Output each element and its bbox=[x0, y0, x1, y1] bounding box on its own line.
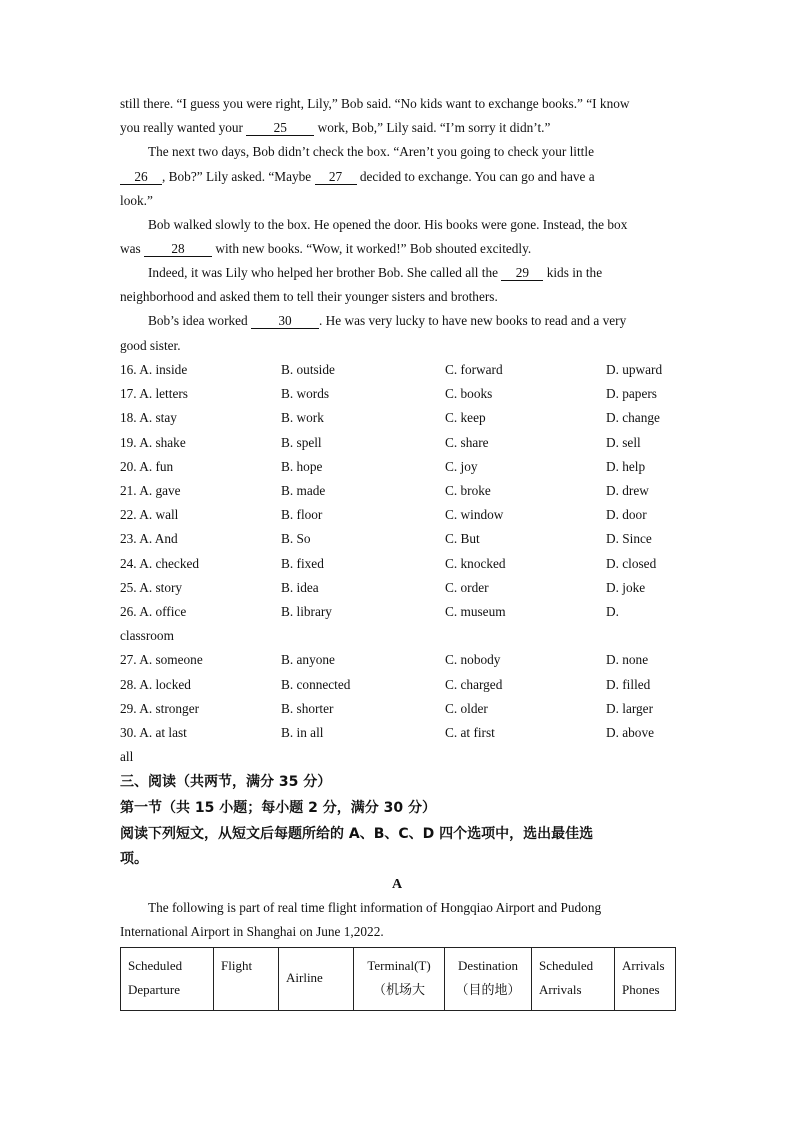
table-header-row bbox=[121, 948, 676, 1011]
option-a: 18. A. stay bbox=[120, 410, 177, 426]
option-a: 26. A. office bbox=[120, 604, 187, 619]
option-row bbox=[120, 435, 680, 451]
option-d: D. drew bbox=[606, 483, 649, 498]
option-d: D. upward bbox=[606, 362, 663, 377]
header-cell-terminal: Terminal(T) （机场大 bbox=[354, 948, 445, 1011]
option-a: 27. A. someone bbox=[120, 652, 203, 668]
header-cell-scheduled-departure: Scheduled Departure bbox=[121, 948, 214, 1011]
option-row bbox=[120, 556, 680, 572]
blank-25: 25 bbox=[246, 121, 314, 136]
option-row bbox=[120, 531, 680, 547]
text: Indeed, it was Lily who helped her brother Bob. She called all the bbox=[148, 265, 502, 280]
option-b: B. connected bbox=[281, 676, 351, 692]
option-row bbox=[120, 677, 680, 693]
passage-line: The next two days, Bob didn’t check the box. “Aren’t you going to check your little bbox=[148, 144, 594, 159]
option-row bbox=[120, 652, 680, 668]
text: decided to exchange. You can go and have a bbox=[356, 169, 595, 184]
text: work, Bob,” Lily said. “I’m sorry it didn’t.” bbox=[314, 120, 551, 135]
passage-line bbox=[120, 241, 531, 257]
option-c: C. order bbox=[445, 579, 489, 595]
option-b: B. in all bbox=[281, 725, 324, 740]
option-b: B. hope bbox=[281, 458, 323, 474]
option-b: B. floor bbox=[281, 507, 323, 523]
option-a: 21. A. gave bbox=[120, 483, 181, 498]
option-row bbox=[120, 459, 680, 475]
option-a: 25. A. story bbox=[120, 579, 183, 595]
option-c: C. forward bbox=[445, 362, 503, 377]
option-a: 23. A. And bbox=[120, 531, 178, 547]
option-a: 24. A. checked bbox=[120, 555, 200, 571]
text: , Bob?” Lily asked. “Maybe bbox=[162, 169, 315, 184]
option-b: B. work bbox=[281, 410, 324, 426]
option-c: C. share bbox=[445, 434, 489, 450]
option-d: D. closed bbox=[606, 555, 657, 571]
text: . He was very lucky to have new books to read and a very bbox=[319, 313, 627, 328]
option-c: C. But bbox=[445, 531, 480, 547]
passage-line bbox=[120, 169, 595, 185]
option-c: C. broke bbox=[445, 483, 491, 498]
blank-26: 26 bbox=[120, 170, 162, 185]
option-a: 19. A. shake bbox=[120, 434, 186, 450]
flight-table bbox=[120, 947, 676, 1011]
option-row bbox=[120, 701, 680, 717]
passage-line bbox=[148, 313, 626, 329]
option-c: C. older bbox=[445, 700, 488, 716]
option-d: D. above bbox=[606, 725, 654, 740]
option-d: D. larger bbox=[606, 700, 654, 716]
text: you really wanted your bbox=[120, 120, 247, 135]
option-wrap-text: classroom bbox=[120, 628, 174, 644]
option-b: B. library bbox=[281, 604, 332, 619]
option-d: D. sell bbox=[606, 434, 641, 450]
option-a: 28. A. locked bbox=[120, 676, 191, 692]
instruction-line: 项。 bbox=[120, 851, 148, 867]
text: was bbox=[120, 241, 145, 256]
option-b: B. outside bbox=[281, 362, 335, 377]
option-row bbox=[120, 725, 680, 741]
blank-30: 30 bbox=[251, 314, 319, 329]
option-row bbox=[120, 410, 680, 426]
option-b: B. made bbox=[281, 483, 326, 498]
option-b: B. fixed bbox=[281, 555, 324, 571]
section-subheading: 第一节（共 15 小题；每小题 2 分，满分 30 分） bbox=[120, 800, 436, 816]
passage-line bbox=[148, 265, 602, 281]
option-d: D. change bbox=[606, 410, 660, 426]
passage-line: still there. “I guess you were right, Lily,” Bob said. “No kids want to exchange books.” “I know bbox=[120, 96, 630, 111]
passage-title: A bbox=[391, 877, 403, 892]
option-d: D. help bbox=[606, 458, 646, 474]
option-b: B. So bbox=[281, 531, 311, 547]
text: with new books. “Wow, it worked!” Bob shouted excitedly. bbox=[212, 241, 532, 256]
blank-29: 29 bbox=[501, 266, 543, 281]
passage-line bbox=[120, 120, 550, 136]
passage-line: Bob walked slowly to the box. He opened the door. His books were gone. Instead, the box bbox=[148, 217, 628, 232]
option-c: C. nobody bbox=[445, 652, 501, 668]
header-cell-airline: Airline bbox=[279, 948, 354, 1011]
header-cell-scheduled-arrivals: Scheduled Arrivals bbox=[532, 948, 615, 1011]
option-a: 22. A. wall bbox=[120, 507, 179, 523]
option-b: B. words bbox=[281, 386, 330, 402]
option-c: C. keep bbox=[445, 410, 486, 426]
option-d: D. door bbox=[606, 507, 647, 523]
option-a: 20. A. fun bbox=[120, 458, 174, 474]
option-d: D. none bbox=[606, 652, 649, 668]
passage-line: look.” bbox=[120, 193, 153, 208]
option-a: 16. A. inside bbox=[120, 362, 188, 377]
option-row bbox=[120, 580, 680, 596]
option-row bbox=[120, 604, 680, 620]
option-c: C. knocked bbox=[445, 555, 506, 571]
header-cell-arrivals-phones: Arrivals Phones bbox=[615, 948, 676, 1011]
option-a: 30. A. at last bbox=[120, 725, 187, 740]
intro-line: The following is part of real time flight information of Hongqiao Airport and Pudong bbox=[148, 900, 602, 915]
option-d: D. papers bbox=[606, 386, 657, 402]
blank-28: 28 bbox=[144, 242, 212, 257]
option-row bbox=[120, 483, 680, 499]
option-c: C. museum bbox=[445, 604, 506, 619]
option-row bbox=[120, 362, 680, 378]
option-row bbox=[120, 386, 680, 402]
option-c: C. at first bbox=[445, 725, 495, 740]
option-a: 17. A. letters bbox=[120, 386, 188, 402]
option-b: B. spell bbox=[281, 434, 322, 450]
text: kids in the bbox=[543, 265, 603, 280]
passage-line: neighborhood and asked them to tell their younger sisters and brothers. bbox=[120, 289, 498, 304]
section-heading: 三、阅读（共两节，满分 35 分） bbox=[120, 774, 332, 790]
option-row bbox=[120, 507, 680, 523]
header-cell-flight: Flight bbox=[214, 948, 279, 1011]
option-c: C. charged bbox=[445, 676, 503, 692]
header-cell-destination: Destination （目的地） bbox=[445, 948, 532, 1011]
option-a: 29. A. stronger bbox=[120, 700, 200, 716]
option-d: D. filled bbox=[606, 676, 651, 692]
option-c: C. books bbox=[445, 386, 493, 402]
option-c: C. window bbox=[445, 507, 504, 523]
option-d: D. Since bbox=[606, 531, 652, 547]
option-c: C. joy bbox=[445, 458, 478, 474]
option-b: B. anyone bbox=[281, 652, 335, 668]
intro-line: International Airport in Shanghai on June 1,2022. bbox=[120, 924, 384, 939]
option-wrap-text: all bbox=[120, 749, 134, 765]
option-b: B. shorter bbox=[281, 700, 334, 716]
instruction-line: 阅读下列短文，从短文后每题所给的 A、B、C、D 四个选项中，选出最佳选 bbox=[120, 826, 594, 842]
passage-line: good sister. bbox=[120, 338, 181, 353]
option-b: B. idea bbox=[281, 579, 319, 595]
option-d: D. bbox=[606, 604, 619, 619]
option-d: D. joke bbox=[606, 579, 646, 595]
blank-27: 27 bbox=[315, 170, 357, 185]
text: Bob’s idea worked bbox=[148, 313, 252, 328]
